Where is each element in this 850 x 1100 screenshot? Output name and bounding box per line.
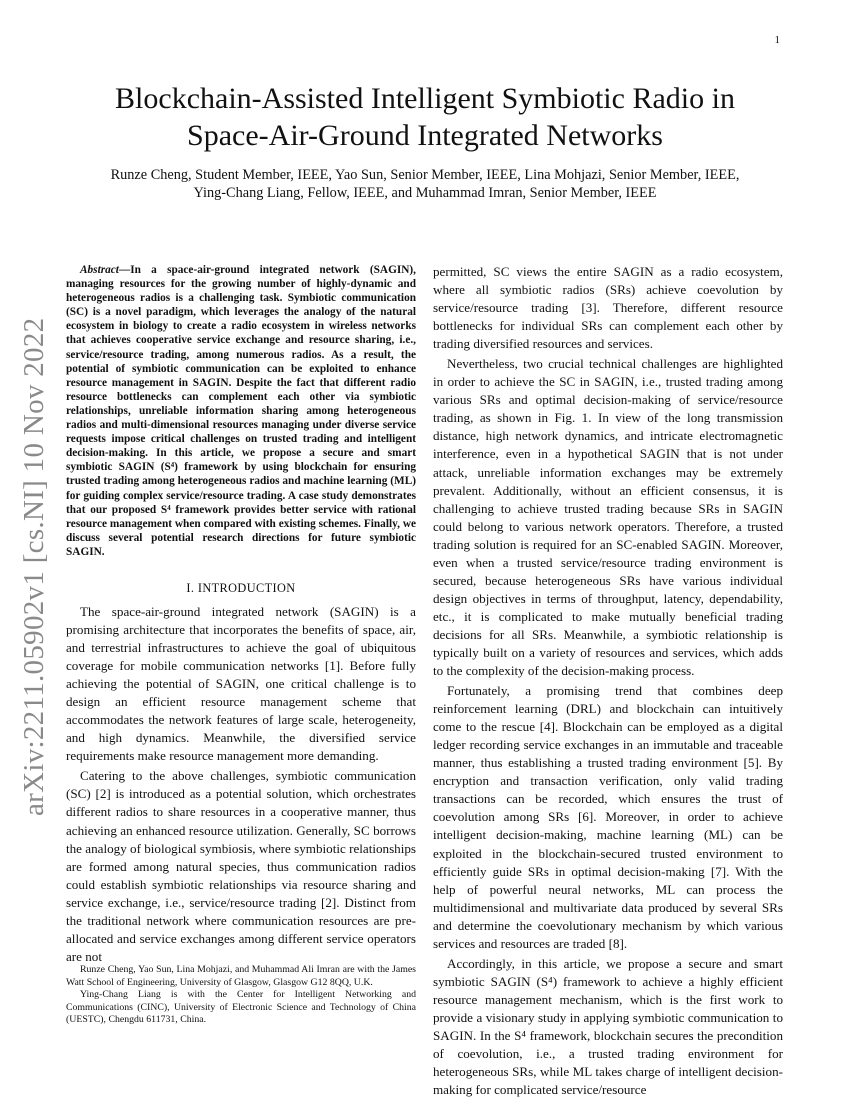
body-paragraph: The space-air-ground integrated network (SAGIN) is a promising architecture that incorporates the benefits of space, air, and terrestrial infrastructures to achieve the goal of ubiquitous coverage for mobile communication networks [1]. Before fully achieving the potential of SAGIN, one critical challenge is to design an efficient resource management scheme that accommodates the network features of large scale, heterogeneity, and high dynamics. Meanwhile, the diversified service requirements make resource management more demanding. <box>66 603 416 764</box>
abstract-label: Abstract <box>80 264 119 276</box>
body-paragraph: Catering to the above challenges, symbiotic communication (SC) [2] is introduced as a potential solution, which orchestrates different radios to share resources in a cooperative manner, thus achieving an enhanced resource utilization. Generally, SC borrows the analogy of biological symbiosis, where symbiotic relationships are formed among natural species, thus communication radios could establish symbiotic relationships via resource sharing and service exchange, i.e., service/resource trading [2]. Distinct from the traditional network where communication resources are pre-allocated and service exchanges among different service operators are not <box>66 768 416 964</box>
arxiv-identifier-stamp: arXiv:2211.05902v1 [cs.NI] 10 Nov 2022 <box>18 317 50 816</box>
author-line: Runze Cheng, Student Member, IEEE, Yao Sun, Senior Member, IEEE, Lina Mohjazi, Senior Member, IEEE, <box>110 167 740 183</box>
paper-title-line: Space-Air-Ground Integrated Networks <box>187 119 663 152</box>
footnotes <box>66 964 416 1027</box>
author-line: Ying-Chang Liang, Fellow, IEEE, and Muhammad Imran, Senior Member, IEEE <box>193 185 657 201</box>
left-column <box>66 263 416 966</box>
body-paragraph: permitted, SC views the entire SAGIN as a radio ecosystem, where all symbiotic radios (SRs) achieve coevolution by service/resource trading [3]. Therefore, different resource bottlenecks for individual SRs can complement each other by trading diversified resources and services. <box>433 264 783 352</box>
paper-title-line: Blockchain-Assisted Intelligent Symbiotic Radio in <box>115 82 735 115</box>
body-paragraph: Accordingly, in this article, we propose a secure and smart symbiotic SAGIN (S⁴) framework to achieve a highly efficient resource management mechanism, which is the first work to provide a visionary study in applying symbiotic communication to SAGIN. In the S⁴ framework, blockchain secures the precondition of coevolution, i.e., a trusted trading environment for heterogeneous SRs, while ML takes charge of intelligent decision-making for complicated service/resource <box>433 955 783 1098</box>
abstract-text: —In a space-air-ground integrated network (SAGIN), managing resources for the growing number of highly-dynamic and heterogeneous radios is a challenging task. Symbiotic communication (SC) is a novel paradigm, which leverages the analogy of the natural ecosystem in biology to create a radio ecosystem in wireless networks that achieves cooperative service exchange and resource sharing, i.e., service/resource trading, among numerous radios. As a result, the potential of symbiotic communication can be exploited to enhance resource management in SAGIN. Despite the fact that different radio resource bottlenecks can complement each other via symbiotic relationships, unreliable information sharing among heterogeneous radios and multi-dimensional resources managing under diverse service requests impose critical challenges on trusted trading and intelligent decision-making. In this article, we propose a secure and smart symbiotic SAGIN (S⁴) framework by using blockchain for ensuring trusted trading among heterogeneous radios and machine learning (ML) for guiding complex service/resource trading. A case study demonstrates that our proposed S⁴ framework provides better service with rational resource management when compared with existing schemes. Finally, we discuss several potential research directions for future symbiotic SAGIN. <box>66 264 416 558</box>
footnote: Runze Cheng, Yao Sun, Lina Mohjazi, and Muhammad Ali Imran are with the James Watt School of Engineering, University of Glasgow, Glasgow G12 8QQ, U.K. <box>66 964 416 988</box>
paper-title <box>70 80 780 154</box>
page-number: 1 <box>774 34 780 46</box>
author-list <box>70 166 780 202</box>
body-paragraph: Nevertheless, two crucial technical challenges are highlighted in order to achieve the SC in SAGIN, i.e., trusted trading among various SRs and optimal decision-making of service/resource trading, as shown in Fig. 1. In view of the long transmission distance, high network dynamics, and intricate electromagnetic interference, even in a hypothetical SAGIN that is not under attack, unreliable information exchanges may be extremely prevalent. Additionally, without an efficient consensus, it is challenging to achieve trusted trading because SRs in SAGIN could belong to various network operators. Therefore, a trusted trading solution is required for an SC-enabled SAGIN. Moreover, even when a trusted service/resource trading environment is secured, because heterogeneous SRs have various individual design objectives in terms of throughput, latency, dependability, etc., it is complicated to make mutually beneficial trading decisions for all SRs. Meanwhile, a symbiotic relationship is typically built on a variety of resources and services, which adds to the complexity of the decision-making process. <box>433 356 783 679</box>
abstract <box>66 263 416 559</box>
body-paragraph: Fortunately, a promising trend that combines deep reinforcement learning (DRL) and blockchain can intuitively come to the rescue [4]. Blockchain can be employed as a digital ledger recording service exchanges in an immutable and traceable manner, thus establishing a trusted trading environment [5]. By encryption and transaction verification, only valid trading transactions can be recorded, which ensures the trust of coevolution among SRs [6]. Moreover, in order to achieve intelligent decision-making, machine learning (ML) can be exploited in the blockchain-secured trusted environment to efficiently guide SRs in optimal decision-making [7]. With the help of powerful neural networks, ML can process the multidimensional and multivariate data produced by several SRs and determine the coevolutionary mechanism by which various services and resources are traded [8]. <box>433 683 783 951</box>
footnote: Ying-Chang Liang is with the Center for Intelligent Networking and Communications (CINC), University of Electronic Science and Technology of China (UESTC), Chengdu 611731, China. <box>66 989 416 1025</box>
section-heading: I. INTRODUCTION <box>186 580 296 595</box>
right-column <box>433 263 783 1099</box>
